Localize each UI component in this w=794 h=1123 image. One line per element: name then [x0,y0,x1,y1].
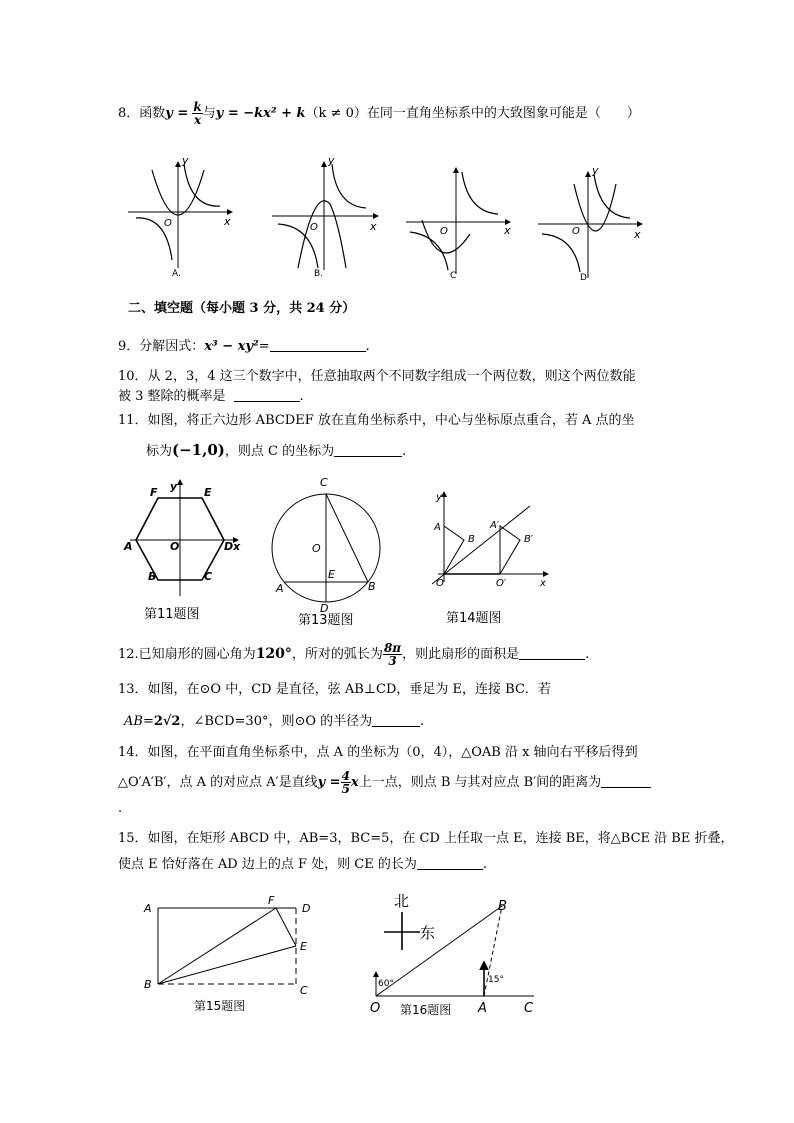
fig15-label-e: E [300,940,307,953]
q8-c-origin: O [440,226,448,237]
q10-end: . [299,389,304,404]
fig15-label-c: C [300,984,308,997]
q11-line2 [146,439,406,463]
q9-text: 9．分解因式： [118,339,205,354]
q8-option-b: B. [314,269,324,279]
q13-ab-val: 2√2 [153,714,181,729]
q8-tail: 在同一直角坐标系中的大致图象可能是（ ） [366,106,640,121]
q12-text-a: 12.已知扇形的圆心角为 [118,647,256,662]
q14-line1: 14．如图，在平面直角坐标系中，点 A 的坐标为（0，4），△OAB 沿 x 轴向右平移后得到 [118,745,638,760]
q15-text: 使点 E 恰好落在 AD 边上的点 F 处，则 CE 的长为 [118,857,417,872]
fig13-circle [272,476,380,628]
q15-answer-blank[interactable] [417,855,483,870]
fig15-label-f: F [268,894,275,907]
fig15-label-b: B [144,978,152,991]
q12-text-c: ，则此扇形的面积是 [402,647,520,662]
q9-answer-blank[interactable] [270,337,366,352]
q14-x-var: x [350,775,359,790]
fig15-label-a: A [144,902,152,915]
q8-option-a: A. [172,269,181,279]
q8-option-graphs [122,150,662,290]
q8-d-y-label: y [592,164,599,177]
fig16-bearing [370,892,534,1017]
fig14-label-y: y [436,492,442,503]
q10-line2 [118,386,304,408]
fig16-label-b: B [498,899,507,914]
q10-text: 被 3 整除的概率是 [118,389,226,404]
q8-graph-c [406,168,511,281]
fig11-label-o: O [170,540,180,553]
fig13-label-d: D [320,602,329,615]
q14-frac-den: 5 [341,782,350,796]
q8-b-origin: O [310,222,318,233]
fig11-label-y: y [170,480,178,493]
q8-d-x-label: x [634,228,641,241]
q15-line1: 15．如图，在矩形 ABCD 中，AB=3，BC=5，在 CD 上任取一点 E，连接 BE，将△BCE 沿 BE 折叠， [118,831,734,846]
fig16-label-a: A [478,1001,487,1016]
q14-text-a: △O′A′B′，点 A 的对应点 A′是直线 [118,775,318,790]
fig14-label-a-prime: A′ [490,520,500,531]
q11-text-b: ，则点 C 的坐标为 [224,444,335,459]
q8-a-y-label: y [182,154,189,167]
q13-end: . [420,714,425,729]
fig11-label-a: A [124,540,133,553]
q11-coord: (−1,0) [172,441,225,459]
q8-cond: （k ≠ 0） [305,106,367,121]
fig11-label-b: B [148,570,157,583]
q11-answer-blank[interactable] [334,442,402,457]
fig11-label-f: F [150,486,158,499]
q9 [118,336,370,358]
q14-frac-num: 4 [341,769,350,783]
q8-frac-den: x [193,113,202,127]
q8-a-origin: O [164,218,172,229]
q12-end: . [585,647,590,662]
q12 [118,642,589,667]
q8-y-eq: y = [165,106,189,121]
fig11-hexagon [123,480,241,622]
fig14-label-x: x [540,578,546,589]
q8-option-d: D [580,273,587,283]
fig15-label-d: D [302,902,311,915]
q8-mid: 与 [202,106,216,121]
fig16-label-o: O [370,1001,381,1016]
q14-answer-blank[interactable] [601,773,651,788]
q8-b-y-label: y [328,154,335,167]
q11-line1: 11．如图，将正六边形 ABCDEF 放在直角坐标系中，中心与坐标原点重合，若 A 点的坐 [118,413,635,428]
fig13-label-b: B [368,580,376,593]
fig13-label-o: O [312,542,321,555]
q8-option-c: C [450,271,457,281]
fig13-label-a: A [276,582,284,595]
q13-line1: 13．如图，在⊙O 中，CD 是直径，弦 AB⊥CD，垂足为 E，连接 BC．若 [118,682,551,697]
q14-y-eq: y = [317,775,341,790]
fig16-angle-60: 60° [378,979,394,989]
q14-line2 [118,770,651,795]
q14-fraction [341,770,351,795]
fig11-caption: 第11题图 [144,607,200,622]
q10-answer-blank[interactable] [234,387,300,402]
q8-graph-d [538,164,642,283]
q9-end: . [365,339,370,354]
q10-line1: 10．从 2，3，4 这三个数字中，任意抽取两个不同数字组成一个两位数，则这个两位数能 [118,369,636,384]
fig14-label-b: B [468,534,475,545]
q12-frac-num: 8π [383,641,402,655]
q8-formula2: y = −kx² + k [215,106,306,121]
q14-line3: . [118,801,123,816]
fig11-label-dx: Dx [224,540,241,553]
fig13-caption: 第13题图 [298,613,354,628]
q12-answer-blank[interactable] [519,645,585,660]
fig14-translation [432,492,548,626]
fig16-compass-north: 北 [394,892,410,910]
q8-b-x-label: x [370,220,377,233]
fig11-label-e: E [204,486,212,499]
q13-answer-blank[interactable] [372,712,420,727]
q8-graph-a [128,154,232,279]
q11-text-a: 标为 [146,444,173,459]
section-title: 二、填空题（每小题 3 分，共 24 分） [128,301,356,316]
fig14-label-a: A [434,522,441,533]
q8-a-x-label: x [224,215,231,228]
q8-frac-num: k [193,100,202,114]
fig13-label-e: E [328,568,335,581]
fig16-angle-15: 15° [488,975,504,985]
q14-text-b: 上一点，则点 B 与其对应点 B′间的距离为 [358,775,602,790]
fig14-label-o-prime: O′ [496,578,507,589]
figures-row-15-16 [138,888,548,1022]
fig16-label-c: C [524,1001,534,1016]
q8-graph-b [272,154,378,279]
q13-line2 [124,711,424,733]
q8-d-origin: O [572,226,580,237]
fig14-caption: 第14题图 [446,611,502,626]
fig11-label-c: C [204,570,213,583]
q12-angle: 120° [255,646,292,662]
fig16-caption: 第16题图 [400,1003,452,1017]
q15-end: . [482,857,487,872]
q8-number: 8．函数 [118,106,166,121]
q8-c-x-label: x [504,224,511,237]
q12-text-b: ，所对的弧长为 [291,647,383,662]
fig14-label-b-prime: B′ [524,534,534,545]
q13-text-b: ，∠BCD=30°，则⊙O 的半径为 [180,714,373,729]
fig15-caption: 第15题图 [194,999,246,1013]
q8-stem [118,101,640,126]
fig14-label-o: O [436,578,444,589]
fig16-compass-east: 东 [420,924,436,942]
q9-expr: x³ − xy² [204,339,259,354]
q12-frac-den: 3 [388,654,397,668]
fig13-label-c: C [320,476,328,489]
q8-fraction [192,101,202,126]
q15-line2 [118,854,487,876]
q11-end: . [402,444,407,459]
q12-fraction [383,642,402,667]
fig15-rectangle [143,894,310,1013]
figures-row-11-13-14 [120,470,560,630]
q9-eq: = [258,339,270,354]
q13-ab: AB= [124,714,154,729]
